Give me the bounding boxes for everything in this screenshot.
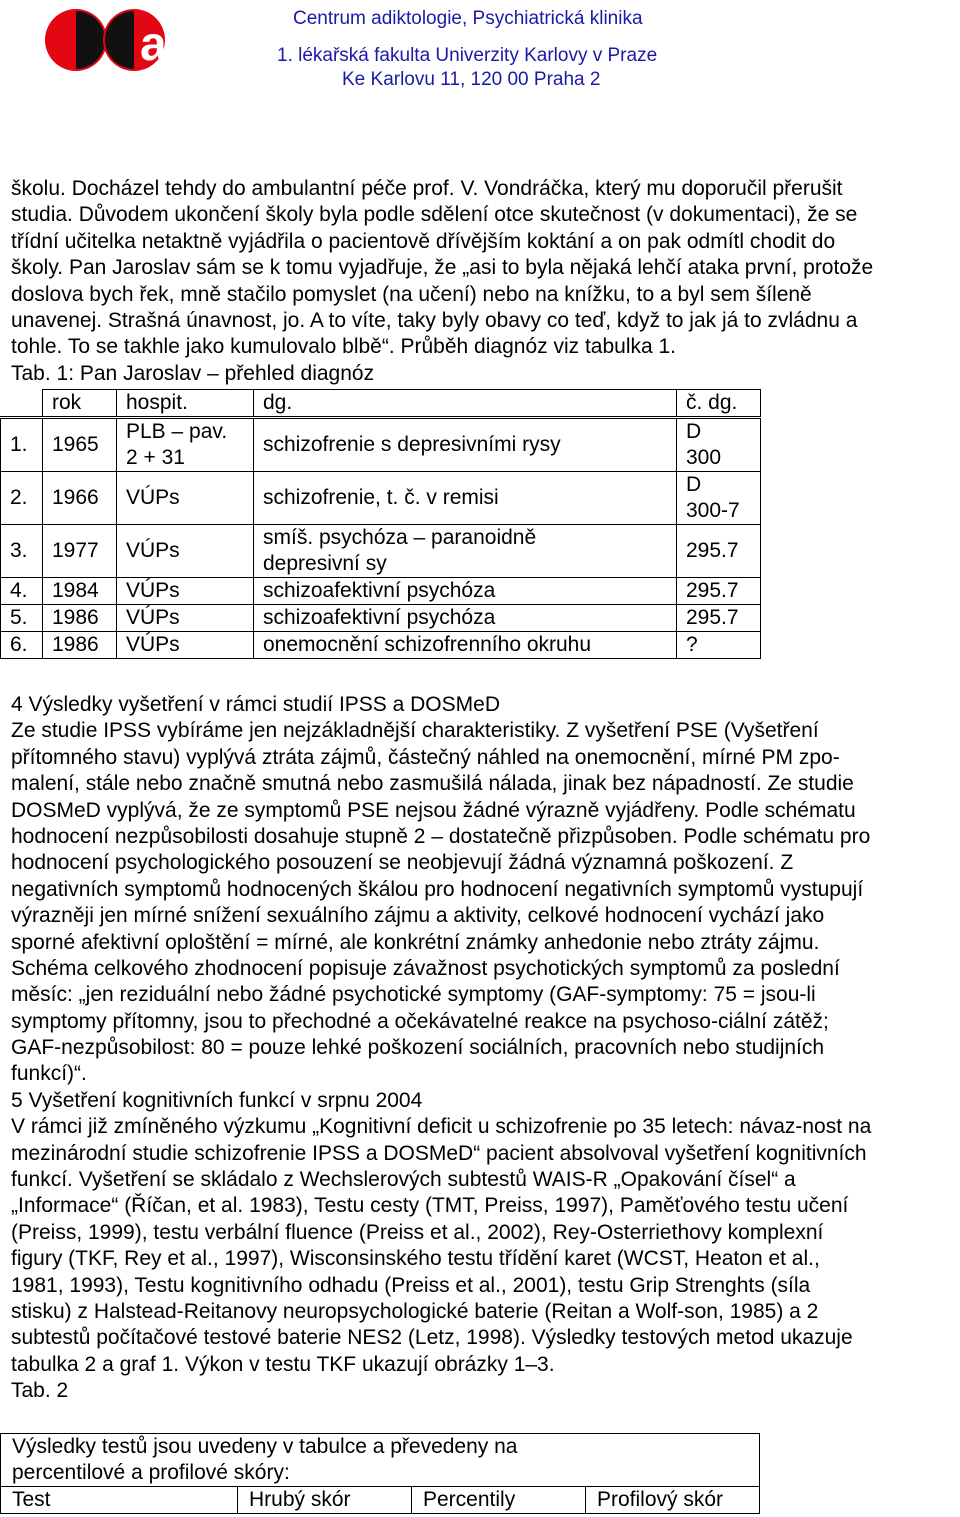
centrum-adiktologie-logo — [44, 8, 174, 72]
table-cell: schizoafektivní psychóza — [254, 578, 677, 605]
caption-line: Výsledky testů jsou uvedeny v tabulce a převedeny na — [12, 1435, 518, 1458]
text-line: funkcí)“. — [11, 1062, 87, 1086]
cell-line: smíš. psychóza – paranoidně — [263, 526, 537, 549]
table-cell: VÚPs — [117, 605, 254, 632]
table-cell — [677, 472, 761, 525]
table-row — [1, 632, 761, 659]
table-cell: 1986 — [43, 632, 117, 659]
cell-line: D — [686, 420, 702, 443]
text-line: 1981, 1993), Testu kognitivního odhadu (Preiss et al., 2001), testu Grip Strenghts (síla — [11, 1273, 811, 1297]
table-cell: schizofrenie s depresivními rysy — [254, 418, 677, 472]
table-header-cell: Percentily — [412, 1487, 586, 1514]
section-heading: 4 Výsledky vyšetření v rámci studií IPSS a DOSMeD — [11, 693, 500, 716]
table-cell: 2. — [1, 472, 43, 525]
table-row — [1, 605, 761, 632]
table-header-cell: rok — [43, 390, 117, 418]
text-line: „Informace“ (Říčan, et al. 1983), Testu cesty (TMT, Preiss, 1997), Paměťového testu učení — [11, 1194, 849, 1218]
caption-line: percentilové a profilové skóry: — [12, 1461, 290, 1484]
text-line: malení, stále nebo značně smutná nebo zasmušilá nálada, jinak bez nápadností. Ze studie — [11, 772, 854, 796]
text-line: doslova bych řek, mně stačilo pomyslet (na učení) nebo na knížku, to a byl sem šíleně — [11, 282, 812, 306]
text-line: funkcí. Vyšetření se skládalo z Wechslerových subtestů WAIS-R „Opakování čísel“ a — [11, 1168, 796, 1192]
header-address: Ke Karlovu 11, 120 00 Praha 2 — [342, 69, 601, 90]
table-cell: 295.7 — [677, 578, 761, 605]
text-line: figury (TKF, Rey et al., 1997), Wisconsinského testu třídění karet (WCST, Heaton et al., — [11, 1247, 820, 1271]
test-results-table — [0, 1433, 760, 1514]
diagnosis-table — [0, 389, 761, 659]
table-cell — [117, 418, 254, 472]
table-cell: ? — [677, 632, 761, 659]
cell-line: 300 — [686, 446, 722, 469]
text-line: hodnocení psychologického posouzení se neobjevují žádná významná poškození. Z — [11, 851, 794, 875]
text-line: tohle. To se takhle jako kumulovalo blbě“. Průběh diagnóz viz tabulka 1. — [11, 335, 677, 359]
table-cell: 5. — [1, 605, 43, 632]
text-line: GAF-nezpůsobilost: 80 = pouze lehké poškození sociálních, pracovních nebo studijních — [11, 1036, 825, 1060]
page-header — [0, 0, 960, 100]
text-line: hodnocení nezpůsobilosti dosahuje stupně 2 – dostatečně přizpůsoben. Podle schématu pro — [11, 824, 871, 848]
text-line: třídní učitelka netaktně vyjádřila o pacientově dřívějším koktání a on pak odmítl chodit do — [11, 229, 836, 253]
text-line: Ze studie IPSS vybíráme jen nejzákladnější charakteristiky. Z vyšetření PSE (Vyšetření — [11, 719, 819, 743]
table-cell: VÚPs — [117, 578, 254, 605]
text-line: sporné afektivní oploštění = mírné, ale konkrétní známky anhedonie nebo ztráty zájmu. — [11, 930, 820, 954]
header-institute: Centrum adiktologie, Psychiatrická klinika — [293, 8, 643, 29]
table-row — [1, 472, 761, 525]
table-cell: 1977 — [43, 525, 117, 578]
table-cell: 1. — [1, 418, 43, 472]
results-section — [11, 692, 871, 1405]
cell-line: depresivní sy — [263, 552, 387, 575]
text-line: unavenej. Strašná únavnost, jo. A to víte, taky byly obavy co teď, když to jak já to zvládnu a — [11, 308, 858, 332]
text-line: přítomného stavu) vyplývá ztráta zájmů, částečný náhled na onemocnění, mírné PM zpo- — [11, 745, 840, 769]
cell-line: 2 + 31 — [126, 446, 185, 469]
table-cell: VÚPs — [117, 472, 254, 525]
table-cell: 1965 — [43, 418, 117, 472]
header-faculty: 1. lékařská fakulta Univerzity Karlovy v Praze — [277, 45, 658, 66]
table-caption-row — [1, 1434, 760, 1487]
text-line: školy. Pan Jaroslav sám se k tomu vyjadřuje, že „asi to byla nějaká lehčí ataka první, protože — [11, 256, 874, 280]
text-line: subtestů počítačové testové baterie NES2 (Letz, 1998). Výsledky testových metod ukazuje — [11, 1326, 853, 1350]
table2-caption: Tab. 2 — [11, 1379, 69, 1403]
table-cell — [254, 525, 677, 578]
table-header-row — [1, 1487, 760, 1514]
table-cell — [677, 418, 761, 472]
text-line: DOSMeD vyplývá, že ze symptomů PSE nejsou žádné výrazně vyjádřeny. Podle schématu — [11, 798, 856, 822]
cell-line: 300-7 — [686, 499, 740, 522]
table-header-cell — [1, 390, 43, 418]
table1-caption: Tab. 1: Pan Jaroslav – přehled diagnóz — [11, 361, 375, 385]
text-line: tabulka 2 a graf 1. Výkon v testu TKF ukazují obrázky 1–3. — [11, 1352, 555, 1376]
table-row — [1, 525, 761, 578]
text-line: výrazněji jen mírné snížení sexuálního zájmu a aktivity, celkové hodnocení vychází jako — [11, 904, 825, 928]
cell-line: PLB – pav. — [126, 420, 228, 443]
table-cell: schizofrenie, t. č. v remisi — [254, 472, 677, 525]
text-line: měsíc: „jen reziduální nebo žádné psychotické symptomy (GAF-symptomy: 75 = jsou-li — [11, 983, 816, 1007]
table-caption-cell — [1, 1434, 760, 1487]
table-cell: 3. — [1, 525, 43, 578]
table-header-cell: dg. — [254, 390, 677, 418]
text-line: studia. Důvodem ukončení školy byla podle sdělení otce skutečnost (v dokumentaci), že se — [11, 203, 858, 227]
table-cell: VÚPs — [117, 632, 254, 659]
table-cell: VÚPs — [117, 525, 254, 578]
table-header-cell: hospit. — [117, 390, 254, 418]
text-line: mezinárodní studie schizofrenie IPSS a DOSMeD“ pacient absolvoval vyšetření kognitivních — [11, 1141, 867, 1165]
table-header-row — [1, 390, 761, 418]
table-row — [1, 418, 761, 472]
text-line: symptomy přítomny, jsou to přechodné a očekávatelné reakce na psychoso-ciální zátěž; — [11, 1009, 829, 1033]
table-cell: 1966 — [43, 472, 117, 525]
text-line: Schéma celkového zhodnocení popisuje závažnost psychotických symptomů za poslední — [11, 956, 840, 980]
table-cell: 1986 — [43, 605, 117, 632]
text-line: negativních symptomů hodnocených škálou pro hodnocení negativních symptomů vystupují — [11, 877, 864, 901]
case-narrative — [11, 176, 873, 387]
table-cell: 295.7 — [677, 605, 761, 632]
table-cell: 6. — [1, 632, 43, 659]
table-header-cell: Hrubý skór — [238, 1487, 412, 1514]
table-row — [1, 578, 761, 605]
cell-line: D — [686, 473, 702, 496]
text-line: školu. Docházel tehdy do ambulantní péče prof. V. Vondráčka, který mu doporučil přerušit — [11, 177, 843, 200]
text-line: V rámci již zmíněného výzkumu „Kognitivní deficit u schizofrenie po 35 letech: návaz-nost na — [11, 1115, 872, 1139]
table-cell: 1984 — [43, 578, 117, 605]
table-cell: 295.7 — [677, 525, 761, 578]
table-cell: onemocnění schizofrenního okruhu — [254, 632, 677, 659]
text-line: stisku) z Halstead-Reitanovy neuropsychologické baterie (Reitan a Wolf-son, 1985) a 2 — [11, 1299, 819, 1323]
table-header-cell: č. dg. — [677, 390, 761, 418]
table-cell: schizoafektivní psychóza — [254, 605, 677, 632]
text-line: (Preiss, 1999), testu verbální fluence (Preiss et al., 2002), Rey-Osterriethovy komplexní — [11, 1220, 824, 1244]
table-cell: 4. — [1, 578, 43, 605]
svg-text:a: a — [140, 18, 167, 71]
table-header-cell: Profilový skór — [586, 1487, 760, 1514]
section-heading: 5 Vyšetření kognitivních funkcí v srpnu 2004 — [11, 1088, 423, 1112]
table-header-cell: Test — [1, 1487, 238, 1514]
